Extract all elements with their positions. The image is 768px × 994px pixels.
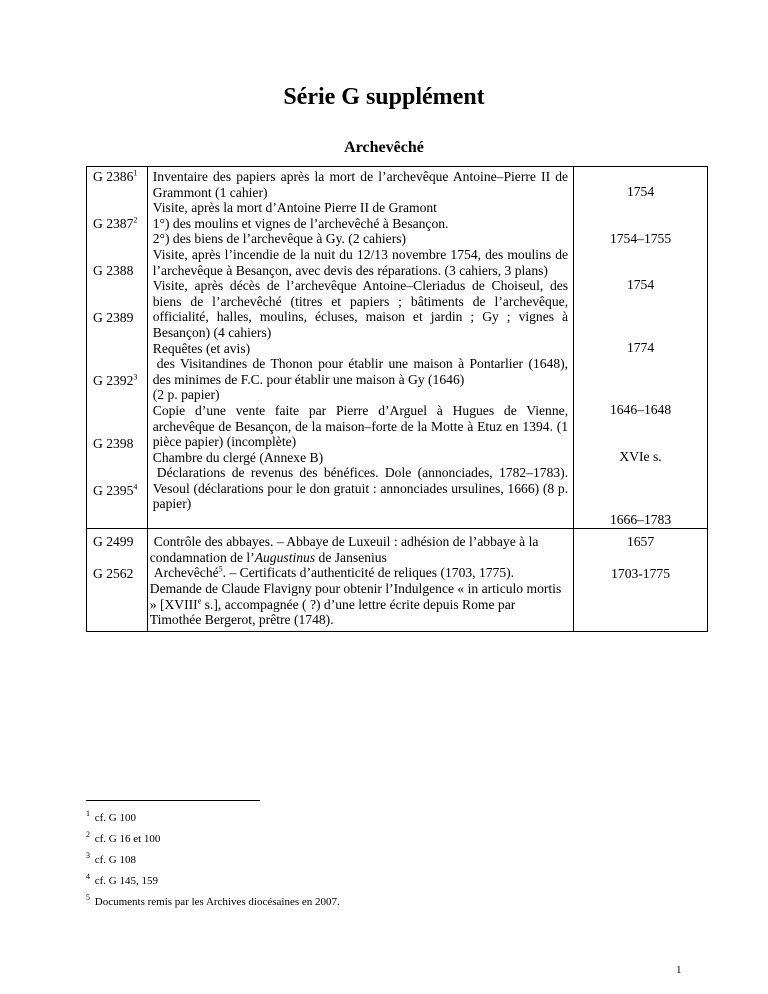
- date-cell: [574, 529, 708, 632]
- date-g2386: 1754: [626, 184, 655, 199]
- footnote-5: $^5$ Documents remis par les Archives diocésaines en 2007.: [86, 893, 340, 908]
- desc-g2398: Copie d’une vente faite par Pierre d’Arguel à Hugues de Vienne, archevêque de Besançon, de la maison–forte de la Motte à Etuz en 1394. (1 pièce papier) (incomplète): [152, 402, 569, 450]
- cote-g2389: G 2389: [93, 310, 134, 325]
- desc-g2392-title: Requêtes (et avis): [152, 340, 251, 356]
- footnote-3: $^3$ cf. G 108: [86, 851, 136, 866]
- footnotes: [86, 811, 340, 916]
- cote-g2398: G 2398: [93, 436, 134, 451]
- desc-g2392-extent: (2 p. papier): [152, 387, 220, 403]
- desc-g2387-item1: 1°) des moulins et vignes de l’archevêché à Besançon.: [152, 215, 449, 231]
- date-cell: [574, 167, 708, 529]
- section-title: Archevêché: [344, 139, 424, 156]
- desc-g2387-title: Visite, après la mort d’Antoine Pierre II de Gramont: [152, 200, 437, 216]
- cote-g2387: G 2387$^2$: [93, 215, 138, 231]
- cote-cell: [87, 529, 148, 632]
- cote-cell: [87, 167, 148, 529]
- cote-g2386: G 2386$^1$: [93, 168, 138, 184]
- page-number: 1: [676, 964, 682, 976]
- description-cell: [147, 529, 573, 632]
- cote-g2388: G 2388: [93, 263, 134, 278]
- footnote-4: $^4$ cf. G 145, 159: [86, 872, 158, 887]
- table-row: [87, 529, 708, 632]
- description-cell: [147, 167, 573, 529]
- desc-g2386: Inventaire des papiers après la mort de l’archevêque Antoine–Pierre II de Grammont (1 cahier): [152, 169, 569, 200]
- date-g2392: 1646–1648: [609, 402, 672, 418]
- date-g2388: 1754: [626, 277, 655, 293]
- footnote-separator: [86, 800, 260, 801]
- date-g2389: 1774: [626, 339, 655, 355]
- desc-g2389: Visite, après décès de l’archevêque Antoine–Cleriadus de Choiseul, des biens de l’archevêché (titres et papiers ; bâtiments de l’archevêque, officialité, halles, moulins, écluses, maison et jardin ; Gy ; vignes à Besançon) (4 cahiers): [152, 278, 569, 340]
- date-g2387: 1754–1755: [609, 230, 672, 246]
- desc-g2388: Visite, après l’incendie de la nuit du 12/13 novembre 1754, des moulins de l’archevêque à Besançon, avec devis des réparations. (3 cahiers, 3 plans): [152, 246, 569, 278]
- footnote-1: $^1$ cf. G 100: [86, 809, 136, 824]
- inventory-table: [86, 166, 708, 632]
- table-row: [87, 167, 708, 529]
- desc-g2392-body: des Visitandines de Thonon pour établir une maison à Pontarlier (1648), des minimes de F.C. pour établir une maison à Gy (1646): [152, 356, 569, 387]
- page-title: Série G supplément: [283, 84, 485, 110]
- cote-g2499: G 2499: [93, 534, 134, 550]
- cote-g2392: G 2392$^3$: [93, 372, 138, 388]
- desc-g2562: Archevêché$^5$. – Certificats d’authenticité de reliques (1703, 1775).: [153, 564, 515, 581]
- cote-g2395: G 2395$^4$: [93, 482, 138, 498]
- desc-g2499: Contrôle des abbayes. – Abbaye de Luxeuil : adhésion de l’abbaye à la condamnation de l’Augustinus de Jansenius: [149, 534, 539, 565]
- desc-g2387-item2: 2°) des biens de l’archevêque à Gy. (2 cahiers): [152, 231, 407, 247]
- desc-g2395-body: Déclarations de revenus des bénéfices. Dole (annonciades, 1782–1783). Vesoul (déclarations pour le don gratuit : annonciades ursulines, 1666) (8 p. papier): [152, 465, 569, 512]
- date-g2562: 1703-1775: [611, 565, 670, 581]
- desc-g2395-title: Chambre du clergé (Annexe B): [152, 449, 324, 465]
- footnote-2: $^2$ cf. G 16 et 100: [86, 830, 161, 845]
- date-g2398: XVIe s.: [619, 448, 662, 464]
- date-g2499: 1657: [626, 534, 655, 550]
- date-g2395: 1666–1783: [609, 511, 672, 527]
- desc-g2562-request: Demande de Claude Flavigny pour obtenir l’Indulgence « in articulo mortis » [XVIIIe s.], accompagnée ( ?) d’une lettre écrite depuis Rome par Timothée Bergerot, prêtre (1748).: [149, 580, 562, 628]
- cote-g2562: G 2562: [93, 566, 134, 582]
